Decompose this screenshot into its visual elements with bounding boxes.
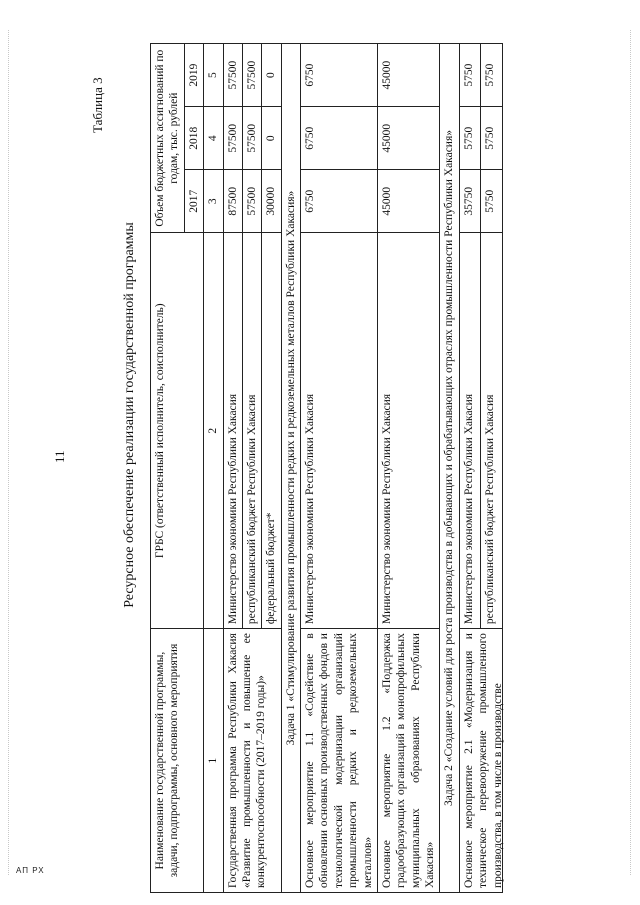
header-year: 2017: [184, 170, 203, 233]
grbs-cell: республиканский бюджет Республики Хакасия: [242, 233, 261, 629]
measure-2-1-text: Основное мероприятие 2.1 «Модернизация и техническое перевооружение промышленного производства, в том числе в производстве: [462, 633, 504, 888]
resource-table: [150, 43, 503, 893]
stamp-label: АП РХ: [16, 866, 45, 875]
grbs-cell: республиканский бюджет Республики Хакасия: [481, 233, 503, 629]
header-year: 2018: [184, 107, 203, 170]
table-row: [223, 44, 242, 893]
header-grbs: ГРБС (ответственный исполнитель, соисполнитель): [151, 233, 204, 629]
column-number: 5: [204, 44, 223, 107]
value-cell: 6750: [301, 107, 378, 170]
task-2-title: Задача 2 «Создание условий для роста производства в добывающих и обрабатывающих отраслях промышленности Республики Хакасия»: [440, 44, 459, 893]
value-cell: 35750: [459, 170, 481, 233]
value-cell: 0: [262, 44, 281, 107]
grbs-cell: Министерство экономики Республики Хакасия: [223, 233, 242, 629]
table-header-row: [151, 44, 185, 893]
table-row: [301, 44, 378, 893]
table-row: [377, 44, 440, 893]
column-number: 3: [204, 170, 223, 233]
value-cell: 57500: [223, 44, 242, 107]
header-volume: Объем бюджетных ассигнований по годам, тыс. рублей: [151, 44, 185, 233]
value-cell: 57500: [223, 107, 242, 170]
grbs-cell: Министерство экономики Республики Хакасия: [301, 233, 378, 629]
table-label: Таблица 3: [90, 77, 105, 133]
task-1-title: Задача 1 «Стимулирование развития промышленности редких и редкоземельных металлов Республики Хакасия»: [281, 44, 300, 893]
grbs-cell: Министерство экономики Республики Хакасия: [377, 233, 440, 629]
measure-1-1-name: Основное мероприятие 1.1 «Содействие в обновлении основных производственных фондов и технологической модернизации организаций промышленности редких и редкоземельных металлов»: [301, 629, 378, 893]
header-name: Наименование государственной программы, задачи, подпрограммы, основного мероприятия: [151, 629, 204, 893]
value-cell: 6750: [301, 44, 378, 107]
value-cell: 5750: [459, 107, 481, 170]
value-cell: 5750: [459, 44, 481, 107]
table-column-numbers: [204, 44, 223, 893]
value-cell: 6750: [301, 170, 378, 233]
value-cell: 5750: [481, 107, 503, 170]
value-cell: 30000: [262, 170, 281, 233]
document-title: Ресурсное обеспечение реализации государственной программы: [122, 222, 137, 608]
column-number: 4: [204, 107, 223, 170]
value-cell: 57500: [242, 170, 261, 233]
table-row: [459, 44, 481, 893]
column-number: 1: [204, 629, 223, 893]
value-cell: 87500: [223, 170, 242, 233]
grbs-cell: Министерство экономики Республики Хакасия: [459, 233, 481, 629]
value-cell: 45000: [377, 44, 440, 107]
column-number: 2: [204, 233, 223, 629]
task-row: [440, 44, 459, 893]
value-cell: 57500: [242, 107, 261, 170]
program-name: Государственная программа Республики Хакасия «Развитие промышленности и повышение ее конкурентоспособности (2017–2019 годы)»: [223, 629, 281, 893]
grbs-cell: федеральный бюджет*: [262, 233, 281, 629]
value-cell: 57500: [242, 44, 261, 107]
value-cell: 45000: [377, 170, 440, 233]
value-cell: 5750: [481, 44, 503, 107]
task-row: [281, 44, 300, 893]
page-number: 11: [52, 450, 67, 463]
value-cell: 0: [262, 107, 281, 170]
measure-2-1-name: [459, 629, 502, 893]
measure-1-2-name: Основное мероприятие 1.2 «Поддержка градообразующих организаций в монопрофильных муниципальных образованиях Республики Хакасия»: [377, 629, 440, 893]
header-year: 2019: [184, 44, 203, 107]
value-cell: 45000: [377, 107, 440, 170]
value-cell: 5750: [481, 170, 503, 233]
